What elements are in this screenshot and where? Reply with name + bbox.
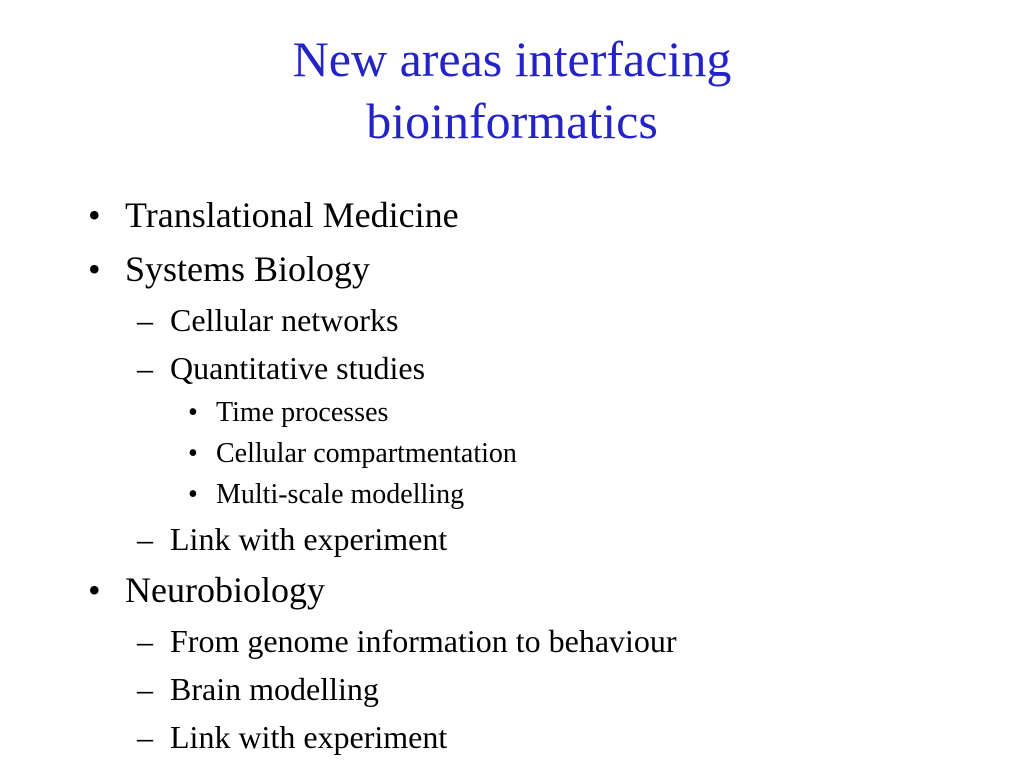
bullet-item: [0, 188, 1024, 242]
bullet-marker: •: [188, 479, 198, 510]
sub-sub-bullet-text: Cellular compartmentation: [216, 438, 517, 469]
sub-bullet-item: [0, 296, 1024, 344]
bullet-marker: •: [188, 397, 198, 428]
bullet-text: Translational Medicine: [125, 195, 459, 235]
sub-bullet-item: [0, 665, 1024, 713]
bullet-text: Neurobiology: [125, 570, 325, 610]
sub-bullet-item: [0, 344, 1024, 392]
sub-sub-bullet-text: Time processes: [216, 397, 389, 428]
slide-title-line-1: New areas interfacing: [292, 31, 732, 87]
sub-bullet-item: [0, 515, 1024, 563]
dash-marker: –: [137, 671, 153, 707]
bullet-item: [0, 242, 1024, 296]
dash-marker: –: [137, 350, 153, 386]
bullet-text: Systems Biology: [125, 249, 371, 289]
dash-marker: –: [137, 302, 153, 338]
bullet-item: [0, 563, 1024, 617]
sub-sub-bullet-item: [0, 474, 1024, 515]
sub-bullet-text: Cellular networks: [170, 302, 399, 338]
bullet-marker: •: [88, 570, 101, 610]
dash-marker: –: [137, 719, 153, 755]
dash-marker: –: [137, 623, 153, 659]
sub-sub-bullet-item: [0, 433, 1024, 474]
bullet-list: [0, 188, 1024, 761]
slide-title-line-2: bioinformatics: [366, 93, 658, 149]
sub-bullet-text: Quantitative studies: [170, 350, 426, 386]
bullet-marker: •: [88, 249, 101, 289]
dash-marker: –: [137, 521, 153, 557]
sub-bullet-text: From genome information to behaviour: [170, 623, 677, 659]
sub-sub-bullet-item: [0, 392, 1024, 433]
sub-bullet-item: [0, 713, 1024, 761]
sub-bullet-item: [0, 617, 1024, 665]
bullet-marker: •: [188, 438, 198, 469]
bullet-marker: •: [88, 195, 101, 235]
sub-bullet-text: Brain modelling: [170, 671, 379, 707]
slide-title: [0, 28, 1024, 152]
sub-bullet-text: Link with experiment: [170, 719, 448, 755]
sub-sub-bullet-text: Multi-scale modelling: [216, 479, 465, 510]
sub-bullet-text: Link with experiment: [170, 521, 448, 557]
